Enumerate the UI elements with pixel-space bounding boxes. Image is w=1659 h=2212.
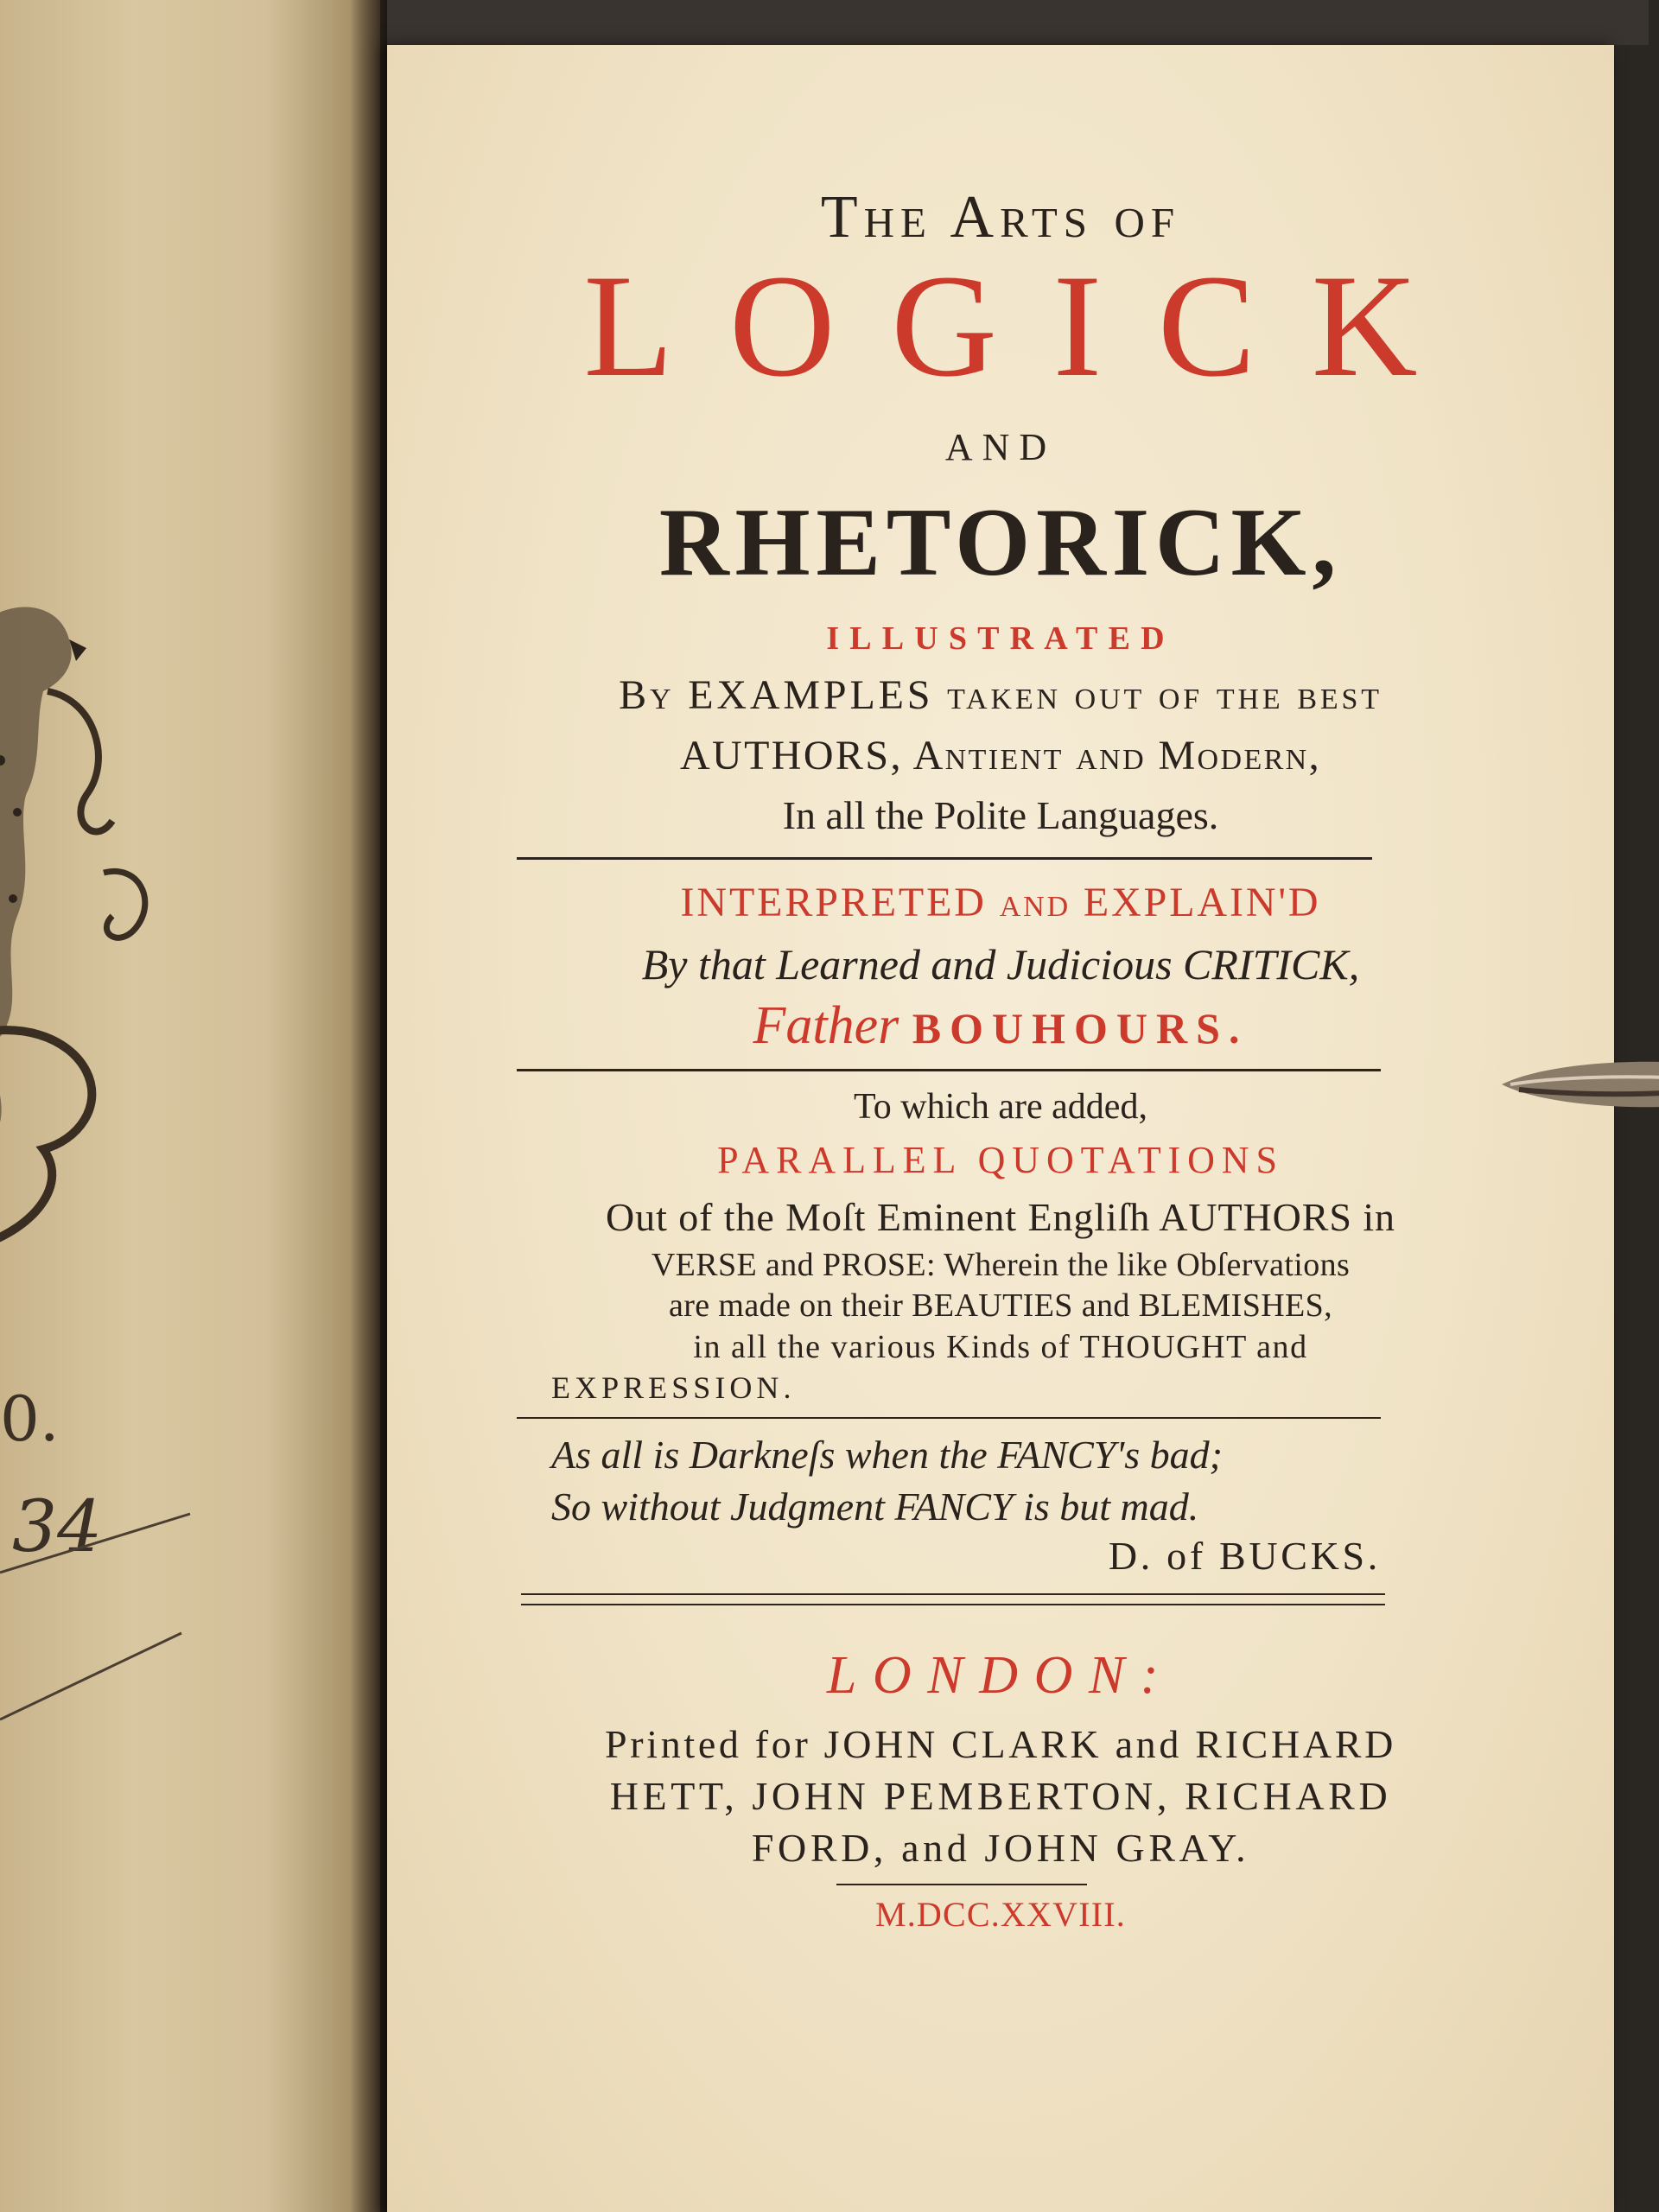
- imprint-printed-line-3: FORD, and JOHN GRAY.: [751, 1826, 1250, 1870]
- subtitle-authors: AUTHORS, Antient and Modern,: [679, 733, 1322, 779]
- title-and: AND: [944, 426, 1057, 468]
- beauties-blemishes: are made on their BEAUTIES and BLEMISHES,: [668, 1287, 1333, 1324]
- shelf-mark-0: 0.: [0, 1382, 60, 1455]
- shelf-mark-34: 34: [12, 1486, 103, 1568]
- title-logick: LOGICK: [583, 245, 1474, 407]
- to-which-added: To which are added,: [854, 1087, 1147, 1127]
- rule-5: [836, 1884, 1087, 1885]
- page-top-edge: [387, 0, 1649, 45]
- out-of-most-eminent: Out of the Moſt Eminent Engliſh AUTHORS in: [606, 1195, 1395, 1239]
- title-line-arts: The Arts of: [820, 184, 1181, 251]
- pen-tip: [1502, 1041, 1659, 1128]
- bookplate-leopard-illustration: [0, 588, 190, 1262]
- imprint-london: LONDON:: [826, 1646, 1175, 1705]
- parallel-quotations: PARALLEL QUOTATIONS: [717, 1139, 1284, 1181]
- rule-3: [517, 1417, 1381, 1419]
- title-page: [387, 45, 1614, 2212]
- kinds-of-thought: in all the various Kinds of THOUGHT and: [693, 1329, 1308, 1365]
- imprint-printed-line-1: Printed for JOHN CLARK and RICHARD: [604, 1722, 1397, 1766]
- subtitle-illustrated: ILLUSTRATED: [826, 620, 1175, 657]
- endpaper: [0, 0, 380, 2212]
- title-rhetorick: RHETORICK,: [658, 489, 1343, 596]
- pencil-lines: [0, 1503, 207, 1728]
- subtitle-polite-languages: In all the Polite Languages.: [782, 793, 1219, 837]
- quote-attribution: D. of BUCKS.: [1108, 1534, 1381, 1578]
- quote-line-1: As all is Darkneſs when the FANCY's bad;: [551, 1433, 1223, 1477]
- rule-4a: [521, 1593, 1385, 1595]
- interpreted-line: INTERPRETED and EXPLAIN'D: [680, 880, 1321, 925]
- bouhours-name: BOUHOURS.: [912, 1004, 1249, 1052]
- rule-4b: [521, 1604, 1385, 1605]
- subtitle-by-examples: By EXAMPLES taken out of the beſt: [619, 672, 1382, 718]
- imprint-date: M.DCC.XXVIII.: [874, 1895, 1127, 1934]
- by-that-learned-line: By that Learned and Judicious CRITICK,: [641, 940, 1360, 988]
- imprint-printed-line-2: HETT, JOHN PEMBERTON, RICHARD: [609, 1774, 1392, 1818]
- quote-line-2: So without Judgment FANCY is but mad.: [551, 1484, 1199, 1529]
- father-bouhours-line: [387, 995, 1614, 1057]
- rule-2: [517, 1069, 1381, 1071]
- verse-and-prose: VERSE and PROSE: Wherein the like Obſervations: [651, 1247, 1351, 1283]
- expression-line: EXPRESSION.: [551, 1370, 796, 1405]
- rule-1: [517, 857, 1372, 860]
- father-word: Father: [753, 996, 899, 1055]
